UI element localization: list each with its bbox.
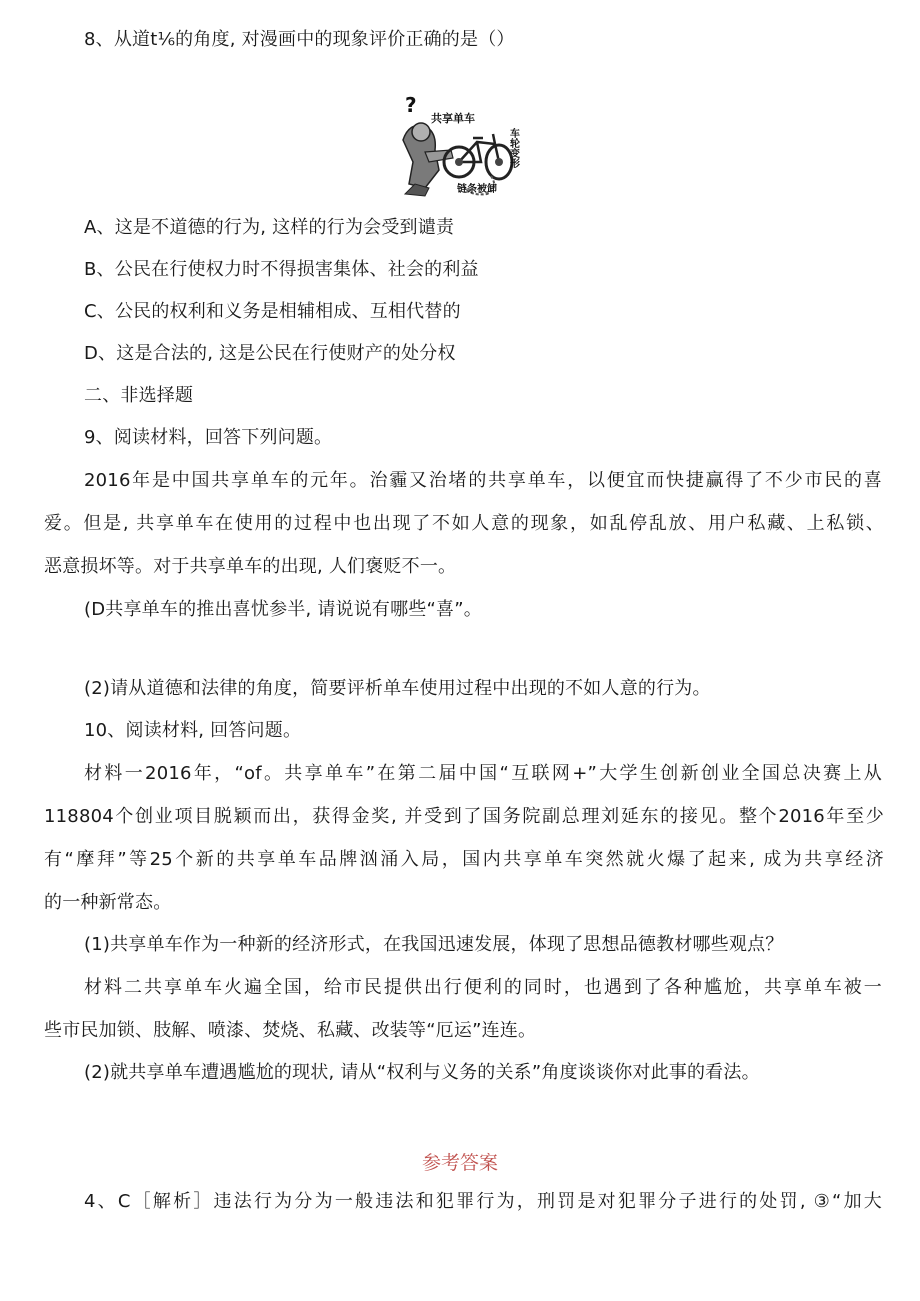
q10-material1-line: 118804个创业项目脱颖而出，获得金奖, 并受到了国务院副总理刘延东的接见。整个2016年至少 bbox=[44, 806, 884, 827]
bike-cartoon-figure bbox=[395, 92, 535, 202]
q10-stem: 10、阅读材料, 回答问题。 bbox=[84, 720, 302, 741]
figure-label-right: 车轮变形 bbox=[507, 128, 519, 168]
q8-option-c: C、公民的权利和义务是相辅相成、互相代替的 bbox=[84, 301, 461, 322]
figure-label-bottom: 链条被卸 bbox=[457, 184, 497, 195]
q9-material-line: 爱。但是, 共享单车在使用的过程中也出现了不如人意的现象，如乱停乱放、用户私藏、上私锁、 bbox=[44, 513, 884, 534]
q10-sub1: (1)共享单车作为一种新的经济形式，在我国迅速发展，体现了思想品德教材哪些观点？ bbox=[84, 934, 784, 955]
q10-sub2: (2)就共享单车遭遇尴尬的现状, 请从“权利与义务的关系”角度谈谈你对此事的看法。 bbox=[84, 1062, 760, 1083]
q9-material-line: 2016年是中国共享单车的元年。治霾又治堵的共享单车，以便宜而快捷赢得了不少市民的喜 bbox=[84, 470, 882, 491]
section-heading: 二、非选择题 bbox=[84, 385, 194, 406]
q10-material2-line: 材料二共享单车火遍全国，给市民提供出行便利的同时，也遇到了各种尴尬，共享单车被一 bbox=[84, 977, 882, 998]
figure-label-top: 共享单车 bbox=[431, 112, 475, 125]
figure-question-mark: ? bbox=[405, 93, 417, 117]
q8-option-b: B、公民在行使权力时不得损害集体、社会的利益 bbox=[84, 259, 479, 280]
q9-sub2: (2)请从道德和法律的角度，简要评析单车使用过程中出现的不如人意的行为。 bbox=[84, 678, 711, 699]
q9-sub1: (D共享单车的推出喜忧参半, 请说说有哪些“喜”。 bbox=[84, 599, 482, 620]
q10-material1-line: 有“摩拜”等25个新的共享单车品牌汹涌入局，国内共享单车突然就火爆了起来, 成为共享经济 bbox=[44, 849, 884, 870]
q8-option-d: D、这是合法的, 这是公民在行使财产的处分权 bbox=[84, 343, 456, 364]
q8-option-a: A、这是不道德的行为, 这样的行为会受到谴责 bbox=[84, 217, 455, 238]
q9-stem: 9、阅读材料，回答下列问题。 bbox=[84, 427, 333, 448]
answers-title: 参考答案 bbox=[421, 1152, 498, 1174]
q9-material-line: 恶意损坏等。对于共享单车的出现, 人们褒贬不一。 bbox=[44, 556, 457, 577]
q10-material2-line: 些市民加锁、肢解、喷漆、焚烧、私藏、改装等“厄运”连连。 bbox=[44, 1020, 537, 1041]
bike-cartoon-image bbox=[395, 92, 535, 202]
q10-material1-line: 的一种新常态。 bbox=[44, 892, 172, 913]
answer-line: 4、C［解析］违法行为分为一般违法和犯罪行为，刑罚是对犯罪分子进行的处罚, ③“加大 bbox=[84, 1191, 882, 1212]
q10-material1-line: 材料一2016年，“of。共享单车”在第二届中国“互联网+”大学生创新创业全国总决赛上从 bbox=[84, 763, 882, 784]
q8-stem: 8、从道t⅙的角度, 对漫画中的现象评价正确的是（） bbox=[84, 29, 515, 50]
